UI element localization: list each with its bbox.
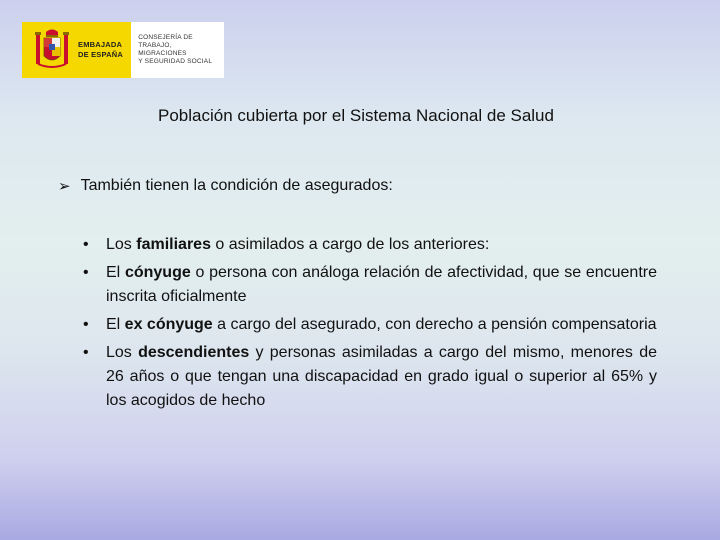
consejeria-text <box>138 34 224 66</box>
coat-of-arms-icon <box>32 28 72 72</box>
item-text-post: o asimilados a cargo de los anteriores: <box>210 236 490 253</box>
logo-yellow-panel <box>22 22 131 78</box>
embassy-logo <box>22 22 224 78</box>
item-text-pre: Los <box>106 236 137 253</box>
item-text-post: o persona con análoga relación de afectividad, que se encuentre inscrita oficialmente <box>106 264 657 305</box>
bullet-icon: • <box>83 236 89 253</box>
item-text-bold: ex cónyuge <box>124 316 213 333</box>
bullet-icon: • <box>83 316 89 333</box>
consejeria-line-3: Y SEGURIDAD SOCIAL <box>138 58 213 65</box>
item-text-post: a cargo del asegurado, con derecho a pensión compensatoria <box>212 316 657 333</box>
item-text-bold: descendientes <box>138 344 250 361</box>
item-text-pre: El <box>106 264 125 281</box>
list-item <box>83 233 657 257</box>
consejeria-line-2: MIGRACIONES <box>138 50 187 57</box>
list-item <box>83 341 657 413</box>
arrow-bullet-icon: ➢ <box>58 178 71 195</box>
bullet-icon: • <box>83 344 89 361</box>
item-text-post: y personas asimiladas a cargo del mismo, menores de 26 años o que tengan una discapacidad en grado igual o superior al 65% y los acogidos de hecho <box>106 344 657 409</box>
list-item <box>83 261 657 309</box>
intro-line <box>58 177 393 195</box>
consejeria-line-1: CONSEJERÍA DE TRABAJO, <box>138 34 193 49</box>
intro-text: También tienen la condición de asegurados: <box>80 177 393 194</box>
item-text-bold: cónyuge <box>124 264 191 281</box>
embajada-line-1: EMBAJADA <box>78 40 123 49</box>
list-item <box>83 313 657 337</box>
item-text-bold: familiares <box>136 236 211 253</box>
embajada-text <box>78 40 124 60</box>
item-text-pre: Los <box>106 344 139 361</box>
bullet-list <box>83 233 657 417</box>
slide-title: Población cubierta por el Sistema Nacional de Salud <box>158 106 554 125</box>
bullet-icon: • <box>83 264 89 281</box>
item-text-pre: El <box>106 316 125 333</box>
embajada-line-2: DE ESPAÑA <box>78 50 124 59</box>
